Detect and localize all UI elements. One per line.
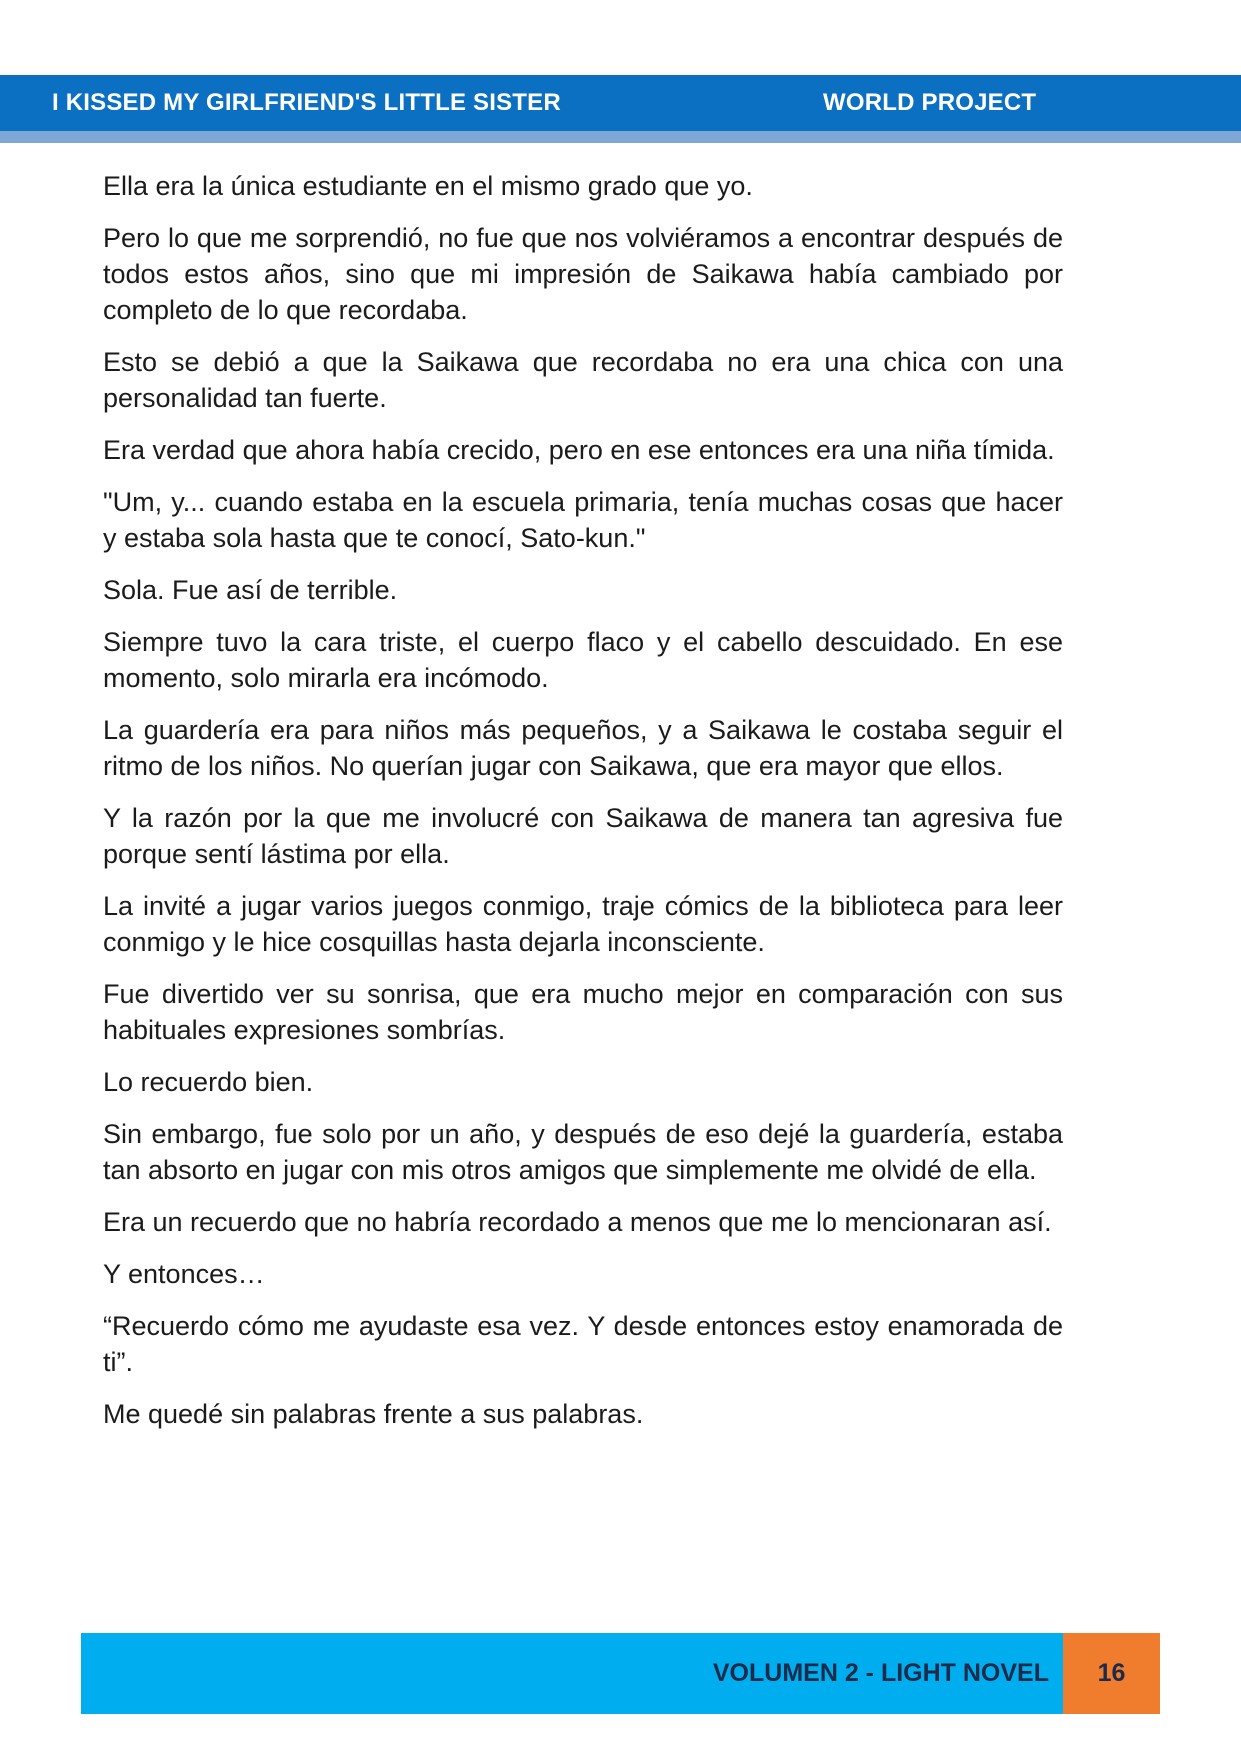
volume-label: VOLUMEN 2 - LIGHT NOVEL (712, 1659, 1049, 1687)
page-body (103, 168, 1063, 1448)
paragraph: Y entonces… (103, 1259, 265, 1289)
page-number: 16 (1097, 1659, 1126, 1687)
paragraph: "Um, y... cuando estaba en la escuela primaria, tenía muchas cosas que hacer y estaba sola hasta que te conocí, Sato-kun." (103, 487, 1063, 553)
paragraph: “Recuerdo cómo me ayudaste esa vez. Y desde entonces estoy enamorada de ti”. (103, 1311, 1063, 1377)
book-title: I KISSED MY GIRLFRIEND'S LITTLE SISTER (52, 89, 561, 116)
paragraph: Lo recuerdo bien. (103, 1067, 314, 1097)
paragraph: Ella era la única estudiante en el mismo grado que yo. (103, 171, 753, 201)
paragraph: La guardería era para niños más pequeños, y a Saikawa le costaba seguir el ritmo de los niños. No querían jugar con Saikawa, que era mayor que ellos. (103, 715, 1063, 781)
paragraph: Siempre tuvo la cara triste, el cuerpo flaco y el cabello descuidado. En ese momento, solo mirarla era incómodo. (103, 627, 1063, 693)
paragraph: Y la razón por la que me involucré con Saikawa de manera tan agresiva fue porque sentí lástima por ella. (103, 803, 1063, 869)
header-underline (0, 131, 1241, 143)
paragraph: Esto se debió a que la Saikawa que recordaba no era una chica con una personalidad tan fuerte. (103, 347, 1063, 413)
paragraph: Sola. Fue así de terrible. (103, 575, 398, 605)
paragraph: La invité a jugar varios juegos conmigo, traje cómics de la biblioteca para leer conmigo y le hice cosquillas hasta dejarla inconsciente. (103, 891, 1063, 957)
paragraph: Sin embargo, fue solo por un año, y después de eso dejé la guardería, estaba tan absorto en jugar con mis otros amigos que simplemente me olvidé de ella. (103, 1119, 1063, 1185)
paragraph: Era verdad que ahora había crecido, pero en ese entonces era una niña tímida. (103, 435, 1055, 465)
paragraph: Fue divertido ver su sonrisa, que era mucho mejor en comparación con sus habituales expresiones sombrías. (103, 979, 1063, 1045)
paragraph: Era un recuerdo que no habría recordado a menos que me lo mencionaran así. (103, 1207, 1052, 1237)
paragraph: Pero lo que me sorprendió, no fue que nos volviéramos a encontrar después de todos estos años, sino que mi impresión de Saikawa había cambiado por completo de lo que recordaba. (103, 223, 1063, 325)
publisher-name: WORLD PROJECT (823, 89, 1037, 116)
paragraph: Me quedé sin palabras frente a sus palabras. (103, 1399, 644, 1429)
